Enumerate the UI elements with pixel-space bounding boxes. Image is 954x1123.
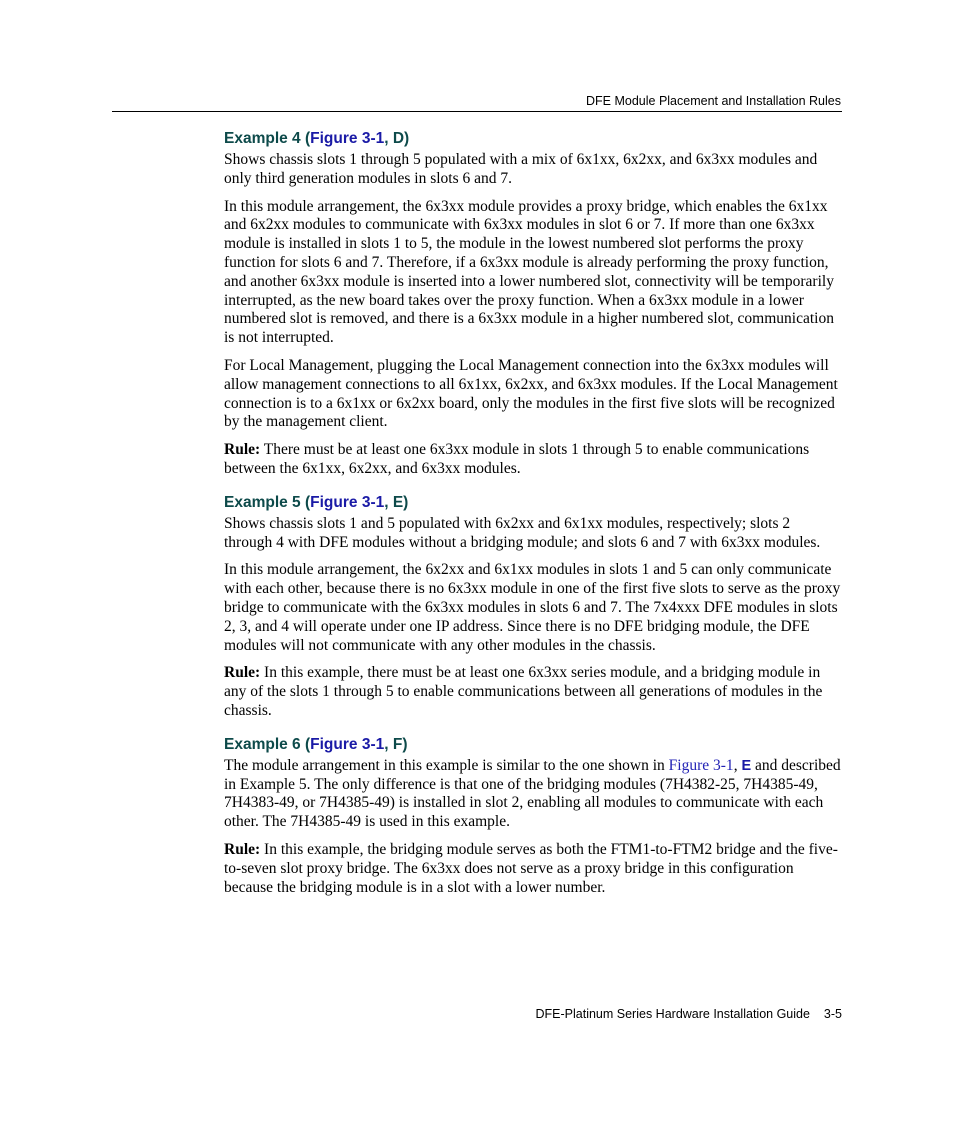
figure-panel-link[interactable]: E bbox=[741, 757, 752, 774]
figure-link[interactable]: Figure 3-1 bbox=[668, 756, 734, 774]
example-4-paragraph-2: In this module arrangement, the 6x3xx module provides a proxy bridge, which enables the 6x1xx and 6x2xx modules to communicate with 6x3xx modules in slot 6 or 7. If more than one 6x3xx module is installed in slots 1 to 5, the module in the lowest numbered slot performs the proxy function for slots 6 and 7. Therefore, if a 6x3xx module is already performing the proxy function, and another 6x3xx module is inserted into a lower numbered slot, connectivity will be temporarily interrupted, as the new board takes over the proxy function. When a 6x3xx module in a lower numbered slot is removed, and there is a 6x3xx module in a higher numbered slot, communication is not interrupted. bbox=[224, 197, 834, 347]
example-4-rule bbox=[224, 441, 842, 479]
example-4-heading bbox=[224, 129, 842, 148]
heading-text: , F) bbox=[384, 735, 408, 753]
header-rule bbox=[112, 111, 842, 112]
running-footer bbox=[536, 1007, 843, 1021]
example-5-rule bbox=[224, 664, 842, 720]
heading-text: Example 4 ( bbox=[224, 130, 311, 147]
guide-title: DFE-Platinum Series Hardware Installation Guide bbox=[535, 1007, 810, 1021]
example-4-paragraph-1: Shows chassis slots 1 through 5 populated with a mix of 6x1xx, 6x2xx, and 6x3xx modules and only third generation modules in slots 6 and 7. bbox=[224, 151, 818, 187]
rule-text: In this example, there must be at least one 6x3xx series module, and a bridging module in any of the slots 1 through 5 to enable communications between all generations of modules in the chassis. bbox=[224, 664, 823, 719]
example-5-paragraph-2: In this module arrangement, the 6x2xx and 6x1xx modules in slots 1 and 5 can only communicate with each other, because there is no 6x3xx module in one of the first five slots to serve as the proxy bridge to communicate with the 6x3xx modules in slots 6 and 7. The 7x4xxx DFE modules in slots 2, 3, and 4 will operate under one IP address. Since there is no DFE bridging module, the DFE modules will not communicate with any other modules in the chassis. bbox=[224, 561, 841, 654]
running-header: DFE Module Placement and Installation Rules bbox=[586, 94, 841, 108]
heading-text: , E) bbox=[384, 493, 409, 511]
paragraph-text: and described in Example 5. The only difference is that one of the bridging modules (7H4382-25, 7H4385-49, 7H4383-49, or 7H4385-49) is installed in slot 2, enabling all modules to communicate with each other. The 7H4385-49 is used in this example. bbox=[224, 756, 841, 831]
example-6-heading bbox=[224, 735, 842, 754]
rule-label: Rule: bbox=[224, 664, 261, 682]
paragraph-text: The module arrangement in this example is similar to the one shown in bbox=[224, 756, 669, 774]
heading-text: Example 6 ( bbox=[224, 735, 311, 753]
rule-label: Rule: bbox=[224, 441, 261, 459]
paragraph-text: , bbox=[733, 756, 742, 774]
rule-text: There must be at least one 6x3xx module in slots 1 through 5 to enable communications between the 6x1xx, 6x2xx, and 6x3xx modules. bbox=[224, 441, 810, 477]
heading-text: , D) bbox=[384, 130, 410, 147]
page-number: 3-5 bbox=[823, 1007, 842, 1021]
figure-link[interactable]: Figure 3-1 bbox=[310, 130, 385, 147]
rule-text: In this example, the bridging module serves as both the FTM1-to-FTM2 bridge and the five-to-seven slot proxy bridge. The 6x3xx does not serve as a proxy bridge in this configuration because the bridging module is in a slot with a lower number. bbox=[224, 840, 838, 896]
example-6-paragraph-1 bbox=[224, 757, 842, 832]
figure-link[interactable]: Figure 3-1 bbox=[310, 493, 385, 511]
rule-label: Rule: bbox=[224, 840, 261, 858]
example-5-paragraph-1: Shows chassis slots 1 and 5 populated with 6x2xx and 6x1xx modules, respectively; slots 2 through 4 with DFE modules without a bridging module; and slots 6 and 7 with 6x3xx modules. bbox=[224, 514, 821, 551]
example-5-heading bbox=[224, 493, 842, 512]
example-4-paragraph-3: For Local Management, plugging the Local Management connection into the 6x3xx modules will allow management connections to all 6x1xx, 6x2xx, and 6x3xx modules. If the Local Management connection is to a 6x1xx or 6x2xx board, only the modules in the first five slots will be recognized by the management client. bbox=[224, 356, 838, 431]
example-6-rule bbox=[224, 841, 842, 897]
page-content bbox=[224, 129, 842, 906]
heading-text: Example 5 ( bbox=[224, 493, 311, 511]
figure-link[interactable]: Figure 3-1 bbox=[310, 735, 385, 753]
